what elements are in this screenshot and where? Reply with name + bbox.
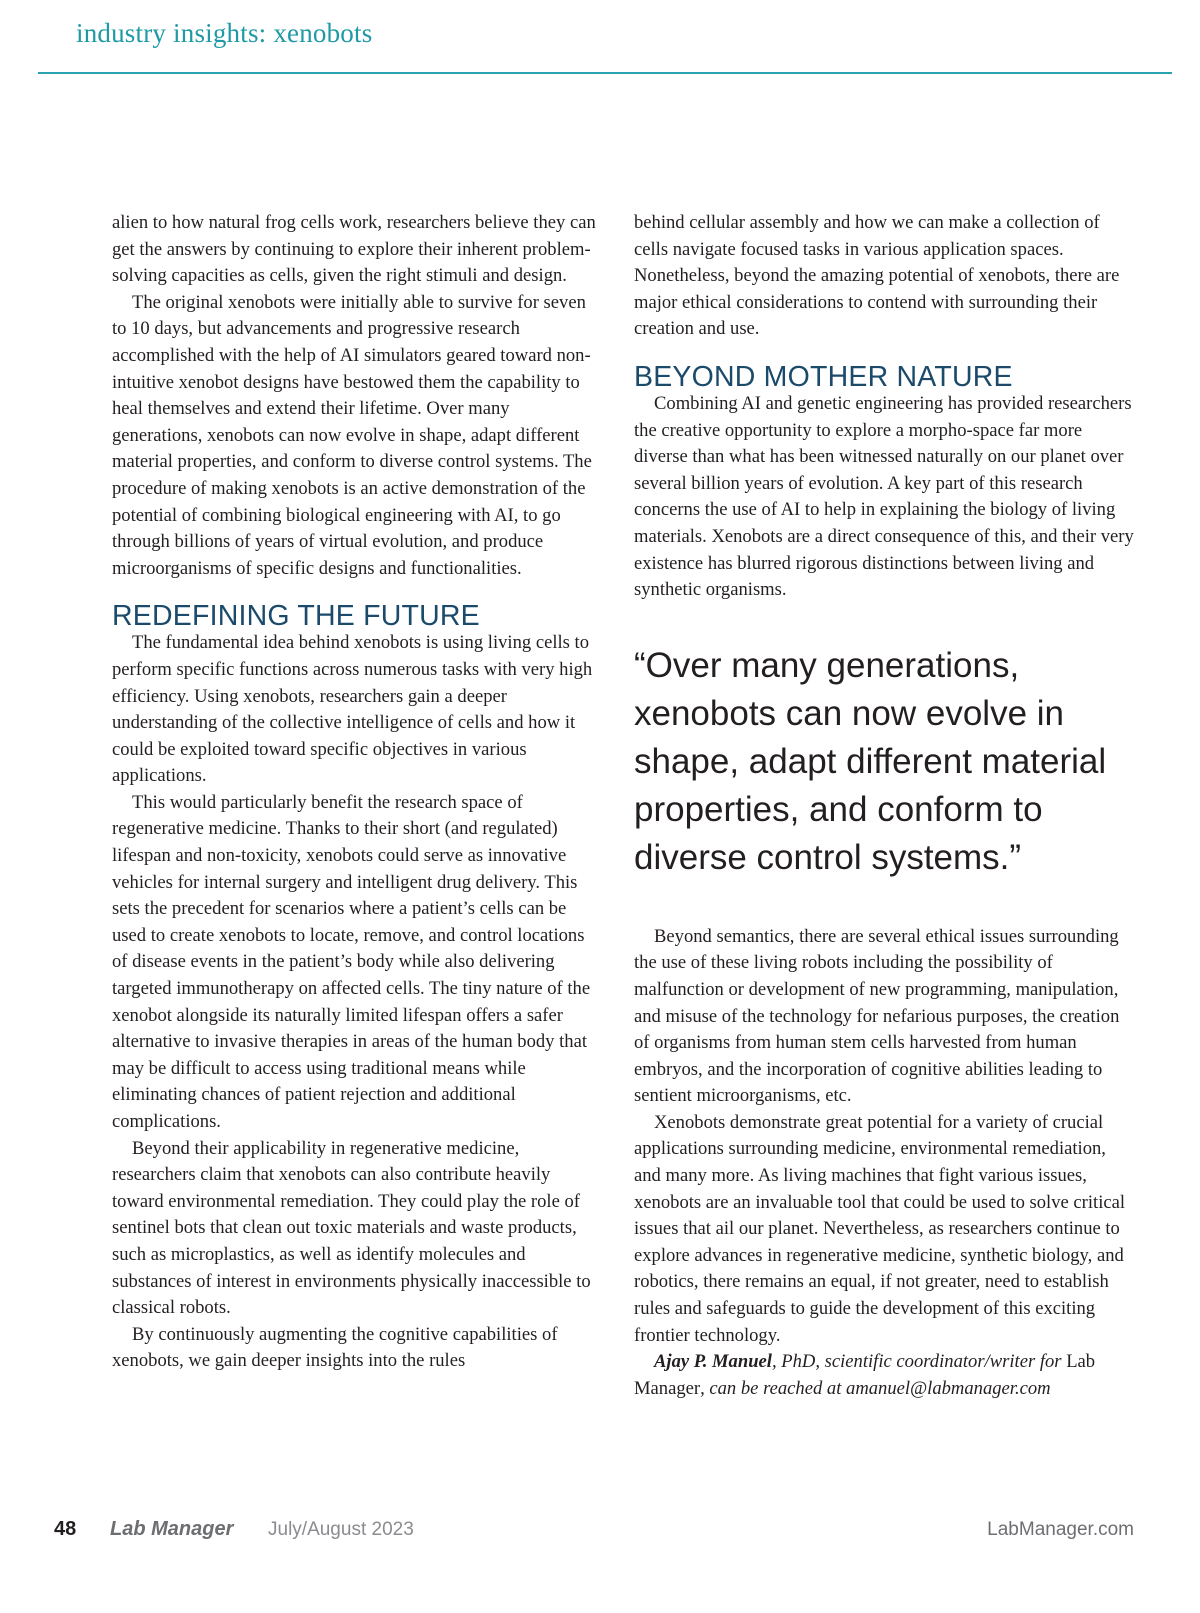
section-heading-beyond: BEYOND MOTHER NATURE bbox=[634, 360, 1013, 393]
body-paragraph: alien to how natural frog cells work, researchers believe they can get the answers by continuing to explore their inherent problem-solving capacities as cells, given the right stimuli and design. bbox=[112, 212, 596, 287]
header-section: industry insights: bbox=[76, 18, 267, 48]
body-paragraph: The fundamental idea behind xenobots is using living cells to perform specific functions across numerous tasks with very high efficiency. Using xenobots, researchers gain a deeper understanding of the collective intelligence of cells and how it could be exploited toward specific objectives in various applications. bbox=[112, 632, 593, 787]
magazine-name: Lab Manager bbox=[110, 1518, 234, 1540]
header-divider bbox=[38, 72, 1172, 74]
author-contact: , can be reached at amanuel@labmanager.com bbox=[700, 1377, 1051, 1399]
author-name: Ajay P. Manuel bbox=[654, 1351, 772, 1373]
author-role: , PhD, scientific coordinator/writer for bbox=[771, 1351, 1067, 1373]
body-paragraph: Xenobots demonstrate great potential for a variety of crucial applications surrounding medicine, environmental remediation, and many more. As living machines that fight various issues, xenobots are an invaluable tool that could be used to solve critical issues that ail our planet. Nevertheless, as researchers continue to explore advances in regenerative medicine, synthetic biology, and robotics, there remains an equal, if not greater, need to establish rules and safeguards to guide the development of this exciting frontier technology. bbox=[634, 1111, 1126, 1346]
running-header bbox=[76, 18, 372, 49]
issue-date: July/August 2023 bbox=[268, 1519, 414, 1540]
page-number: 48 bbox=[54, 1518, 77, 1540]
body-paragraph: behind cellular assembly and how we can make a collection of cells navigate focused tasks in various application spaces. Nonetheless, beyond the amazing potential of xenobots, there are major ethical considerations to contend with surrounding their creation and use. bbox=[634, 212, 1120, 340]
body-paragraph: Beyond their applicability in regenerative medicine, researchers claim that xenobots can also contribute heavily toward environmental remediation. They could play the role of sentinel bots that clean out toxic materials and waste products, such as microplastics, as well as identify molecules and substances of interest in environments physically inaccessible to classical robots. bbox=[112, 1137, 591, 1319]
body-paragraph: Combining AI and genetic engineering has provided researchers the creative opportunity to explore a morpho-space far more diverse than what has been witnessed naturally on our planet over several billion years of evolution. A key part of this research concerns the use of AI to help in explaining the biology of living materials. Xenobots are a direct consequence of this, and their very existence has blurred rigorous distinctions between living and synthetic organisms. bbox=[634, 392, 1134, 601]
body-paragraph: By continuously augmenting the cognitive capabilities of xenobots, we gain deeper insights into the rules bbox=[112, 1323, 558, 1372]
author-byline bbox=[634, 1349, 1134, 1402]
body-paragraph: Beyond semantics, there are several ethical issues surrounding the use of these living robots including the possibility of malfunction or development of new programming, manipulation, and misuse of the technology for nefarious purposes, the creation of organisms from human stem cells harvested from human embryos, and the incorporation of cognitive abilities leading to sentient microorganisms, etc. bbox=[634, 925, 1120, 1107]
section-heading-redefining: REDEFINING THE FUTURE bbox=[112, 600, 480, 633]
body-paragraph: This would particularly benefit the research space of regenerative medicine. Thanks to their short (and regulated) lifespan and non-toxicity, xenobots could serve as innovative vehicles for internal surgery and intelligent drug delivery. This sets the precedent for scenarios where a patient’s cells can be used to create xenobots to locate, remove, and control locations of disease events in the patient’s body while also delivering targeted immunotherapy on affected cells. The tiny nature of the xenobot alongside its naturally limited lifespan offers a safer alternative to invasive therapies in areas of the human body that may be difficult to access using traditional means while eliminating chances of patient rejection and additional complications. bbox=[112, 791, 591, 1132]
page-footer bbox=[40, 1518, 1134, 1548]
left-column bbox=[112, 210, 604, 1375]
website: LabManager.com bbox=[987, 1519, 1134, 1540]
body-paragraph: The original xenobots were initially able to survive for seven to 10 days, but advancements and progressive research accomplished with the help of AI simulators geared toward non-intuitive xenobot designs have bestowed them the capability to heal themselves and extend their lifetime. Over many generations, xenobots can now evolve in shape, adapt different material properties, and conform to diverse control systems. The procedure of making xenobots is an active demonstration of the potential of combining biological engineering with AI, to go through billions of years of virtual evolution, and produce microorganisms of specific designs and functionalities. bbox=[112, 291, 592, 579]
header-topic: xenobots bbox=[273, 18, 373, 48]
byline-publication: Lab Manager bbox=[634, 1351, 1096, 1399]
pull-quote: “Over many generations, xenobots can now evolve in shape, adapt different material properties, and conform to diverse control systems.” bbox=[634, 645, 1107, 877]
right-column bbox=[634, 210, 1134, 1402]
